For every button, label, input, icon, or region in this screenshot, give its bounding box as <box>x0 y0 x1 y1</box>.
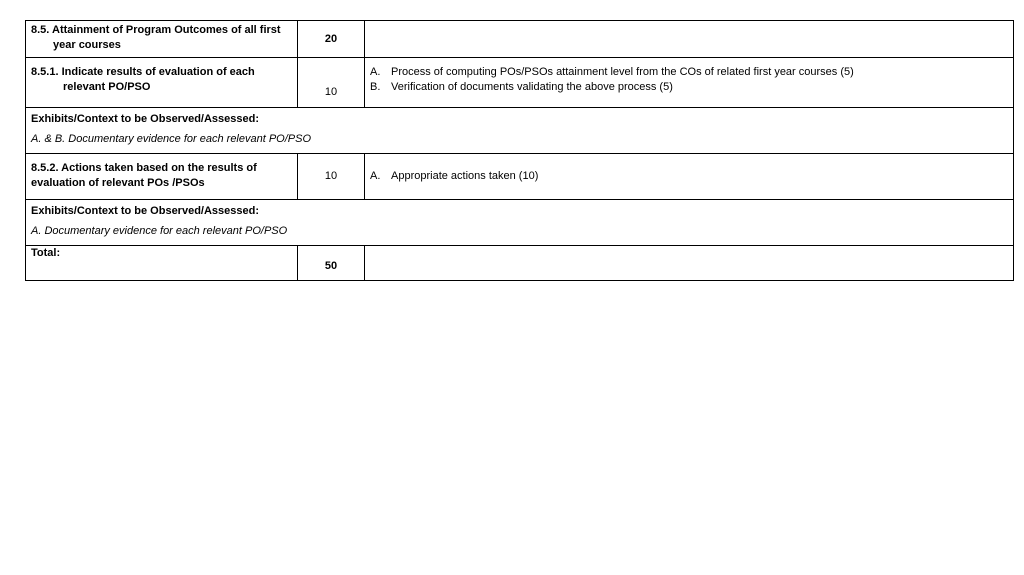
criteria-list <box>370 65 1008 95</box>
criteria-list <box>370 169 1008 184</box>
exhibits-title: Exhibits/Context to be Observed/Assessed: <box>31 205 260 217</box>
table-row <box>26 246 1014 281</box>
criterion-title: 8.5.1. Indicate results of evaluation of each <box>31 66 255 78</box>
details-cell <box>365 154 1014 200</box>
item-text: Verification of documents validating the above process (5) <box>391 81 673 93</box>
item-text: Process of computing POs/PSOs attainment level from the COs of related first year courses (5) <box>391 66 854 78</box>
table-row <box>26 58 1014 108</box>
exhibits-cell <box>26 108 1014 154</box>
table-row <box>26 154 1014 200</box>
criterion-title-continued: evaluation of relevant POs /PSOs <box>31 177 205 189</box>
exhibits-body: A. & B. Documentary evidence for each relevant PO/PSO <box>31 133 312 145</box>
item-label: A. <box>370 66 381 78</box>
criterion-cell <box>26 58 298 108</box>
exhibits-cell <box>26 200 1014 246</box>
marks-cell: 20 <box>298 21 365 58</box>
total-label: Total: <box>31 247 61 259</box>
total-label-cell <box>26 246 298 281</box>
details-cell <box>365 21 1014 58</box>
criterion-cell <box>26 154 298 200</box>
item-label: B. <box>370 81 381 93</box>
exhibits-title: Exhibits/Context to be Observed/Assessed: <box>31 113 260 125</box>
table-row <box>26 108 1014 154</box>
criterion-cell <box>26 21 298 58</box>
criterion-title: 8.5. Attainment of Program Outcomes of all first <box>31 24 281 36</box>
details-cell <box>365 246 1014 281</box>
list-item <box>370 169 1008 184</box>
criterion-title-continued: relevant PO/PSO <box>63 81 151 93</box>
criterion-title-continued: year courses <box>53 39 121 51</box>
total-marks-cell: 50 <box>298 246 365 281</box>
marks-cell: 10 <box>298 58 365 108</box>
table-row <box>26 21 1014 58</box>
list-item <box>370 65 1008 80</box>
details-cell <box>365 58 1014 108</box>
exhibits-body: A. Documentary evidence for each relevant PO/PSO <box>31 225 288 237</box>
assessment-rubric-table <box>25 20 1014 281</box>
item-text: Appropriate actions taken (10) <box>391 170 539 182</box>
marks-cell: 10 <box>298 154 365 200</box>
item-label: A. <box>370 170 381 182</box>
list-item <box>370 80 1008 95</box>
criterion-title: 8.5.2. Actions taken based on the results of <box>31 162 257 174</box>
table-row <box>26 200 1014 246</box>
